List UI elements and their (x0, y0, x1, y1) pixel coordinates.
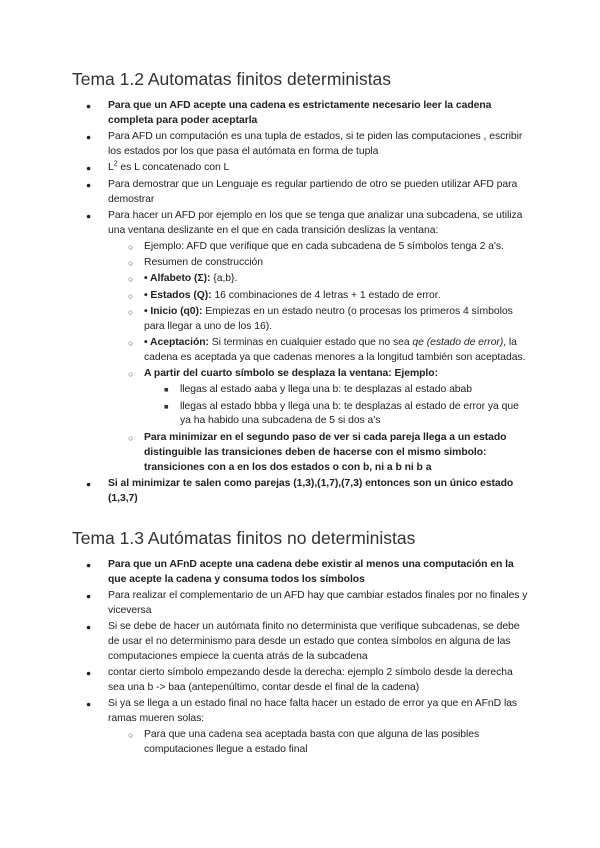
item-text: L (108, 162, 114, 174)
sub-list-item (108, 256, 532, 271)
bold-text: Para que un AFD acepte una cadena es estrictamente necesario leer la cadena completa para poder aceptarla (108, 100, 492, 126)
bold-text: Para minimizar en el segundo paso de ver si cada pareja llega a un estado distinguible las transiciones deben de hacerse con el mismo simbolo: transiciones con a en los dos estados o con b, ni a b ni b a (144, 431, 507, 473)
list-item (72, 161, 532, 176)
item-text: 16 combinaciones de 4 letras + 1 estado de error. (211, 289, 441, 301)
bold-text: Para que un AFnD acepte una cadena debe existir al menos una computación en la que acepte la cadena y consuma todos los símbolos (108, 558, 514, 585)
sub-list-item (108, 728, 532, 758)
bold-text: • Estados (Q): (144, 289, 212, 301)
item-text: Para que una cadena sea aceptada basta con que alguna de las posibles computaciones llegue a estado final (144, 729, 480, 756)
item-text: Para demostrar que un Lenguaje es regular partiendo de otro se pueden utilizar AFD para demostrar (108, 178, 518, 205)
sub-sub-list-item (144, 383, 532, 398)
item-text: Para realizar el complementario de un AFD hay que cambiar estados finales por no finales y viceversa (108, 589, 528, 616)
sub-list (108, 240, 532, 476)
item-text: Resumen de construcción (144, 257, 263, 269)
italic-text: qe (estado de error) (412, 337, 504, 349)
sub-list (108, 728, 532, 758)
bold-text: • Alfabeto (Σ): (144, 273, 211, 285)
sub-list-item (108, 305, 532, 335)
item-text: , la cadena es aceptada ya que cadenas menores a la longitud también son aceptadas. (144, 337, 526, 364)
list-item (72, 620, 532, 665)
item-text: Empiezas en un estado neutro (o procesas los primeros 4 símbolos para llegar a uno de los 16). (144, 305, 513, 332)
section-title-afd: Tema 1.2 Automatas finitos deterministas (72, 69, 392, 89)
item-text: Para AFD un computación es una tupla de estados, si te piden las computaciones , escribir los estados por los que pasa el autómata en forma de tupla (108, 131, 523, 158)
sub-list-item (108, 289, 532, 304)
sub-list-item (108, 431, 532, 476)
afnd-bullet-list (72, 558, 532, 758)
list-item (72, 99, 532, 129)
list-item (72, 697, 532, 758)
sub-list-item (108, 240, 532, 255)
list-item (72, 477, 532, 507)
sub-sub-list-item (144, 400, 532, 430)
list-item (72, 558, 532, 588)
bold-text: • Aceptación: (144, 337, 209, 349)
list-item (72, 666, 532, 696)
afd-bullet-list (72, 99, 532, 507)
item-text: Si ya se llega a un estado final no hace falta hacer un estado de error ya que en AFnD las ramas mueren solas: (108, 698, 518, 725)
page-content (72, 68, 532, 759)
sub-sub-list (144, 383, 532, 429)
list-item (72, 209, 532, 476)
item-text: Si se debe de hacer un autómata finito no determinista que verifique subcadenas, se debe de usar el no determinismo para desde un estado que contea símbolos en alguna de las computaciones empiece la cuenta atrás de la subcadena (108, 621, 520, 662)
item-text: Si terminas en cualquier estado que no sea (208, 337, 413, 349)
section-title-afnd: Tema 1.3 Autómatas finitos no deterministas (72, 527, 416, 548)
sub-list-item (108, 336, 532, 366)
list-item (72, 178, 532, 208)
item-text: llegas al estado aaba y llega una b: te desplazas al estado abab (180, 384, 472, 396)
item-text: llegas al estado bbba y llega una b: te desplazas al estado de error ya que ya ha habido una subcadena de 5 si dos a's (180, 400, 519, 427)
bold-text: Si al minimizar te salen como parejas (1,3),(1,7),(7,3) entonces son un único estado (1,3,7) (108, 477, 514, 504)
bold-text: • Inicio (q0): (144, 305, 203, 317)
bold-text: A partir del cuarto símbolo se desplaza la ventana: Ejemplo: (144, 368, 438, 380)
list-item (72, 589, 532, 619)
superscript: 2 (113, 160, 118, 168)
list-item (72, 130, 532, 160)
item-text: Para hacer un AFD por ejemplo en los que se tenga que analizar una subcadena, se utiliza una ventana deslizante en el que en cada transición deslizas la ventana: (108, 209, 523, 236)
item-text: es L concatenado con L (117, 162, 230, 174)
item-text: Ejemplo: AFD que verifique que en cada subcadena de 5 símbolos tenga 2 a's. (144, 240, 504, 252)
sub-list-item (108, 272, 532, 287)
sub-list-item (108, 367, 532, 429)
item-text: {a,b}. (210, 273, 238, 285)
item-text: contar cierto símbolo empezando desde la derecha: ejemplo 2 símbolo desde la derecha sea una b -> baa (antepenúltimo, contar desde el final de la cadena) (108, 667, 513, 694)
